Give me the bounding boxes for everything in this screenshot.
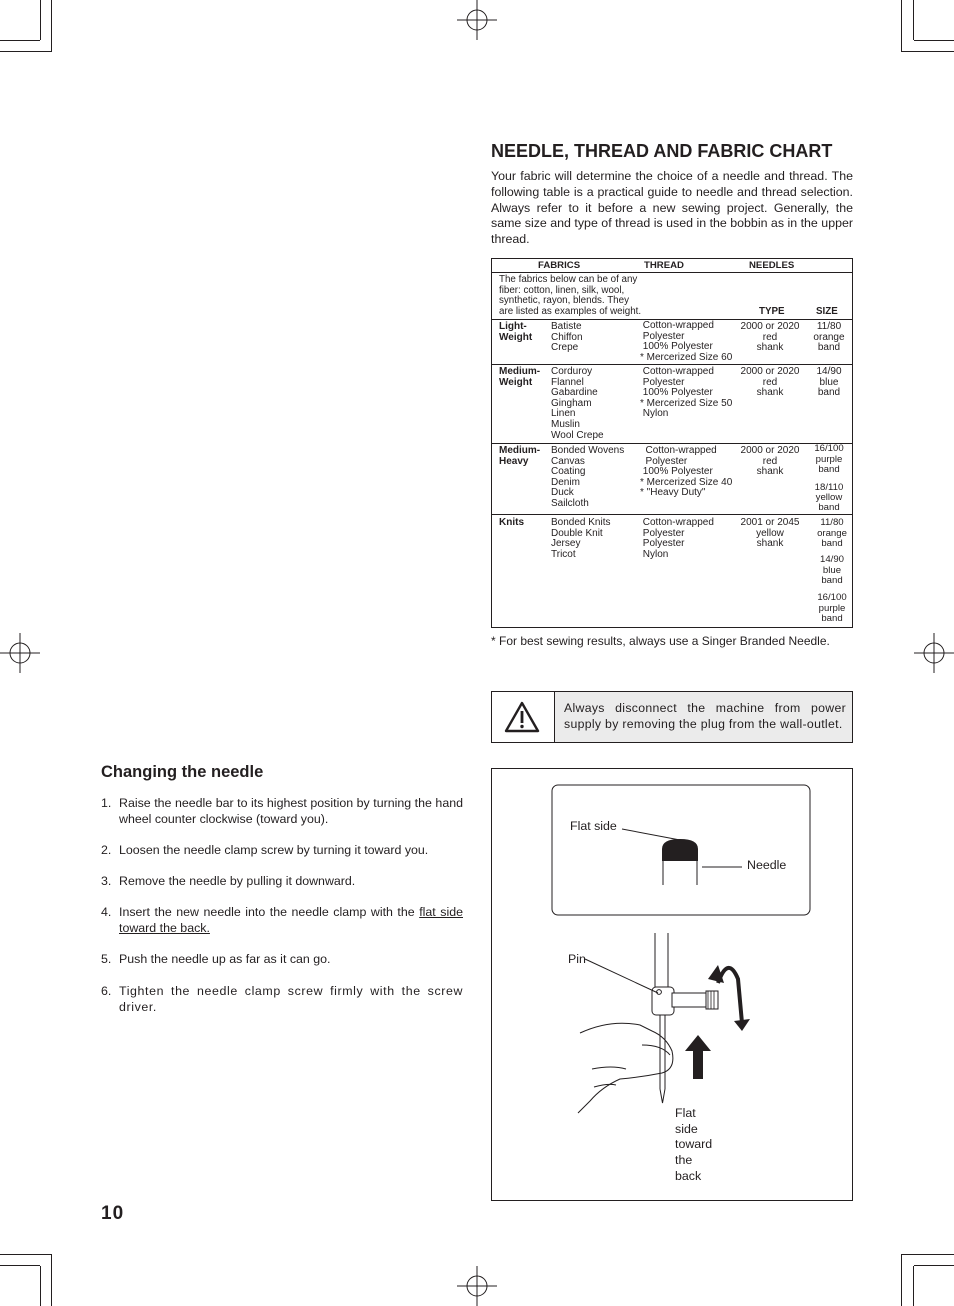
warning-text: Always disconnect the machine from power supply by removing the plug from the wall-outlet.	[564, 701, 846, 731]
row-needle-type: 2000 or 2020 red shank	[740, 321, 800, 354]
table-divider	[492, 272, 852, 273]
row-needle-size: 14/90 blue band	[819, 554, 844, 587]
table-divider	[492, 443, 852, 444]
crop-mark	[40, 0, 41, 40]
step-number: 3.	[101, 874, 112, 888]
page-number: 10	[101, 1203, 125, 1224]
step-text: Tighten the needle clamp screw firmly with the screw driver.	[119, 984, 463, 1014]
label-needle: Needle	[747, 858, 787, 872]
row-category: Knits	[499, 517, 524, 528]
crop-mark	[0, 40, 40, 41]
row-category: Medium- Heavy	[499, 445, 541, 467]
row-needle-type: 2000 or 2020 red shank	[740, 445, 800, 478]
row-thread: Cotton-wrapped Polyester 100% Polyester * Mercerized Size 50 Nylon	[640, 366, 733, 420]
table-note: The fabrics below can be of any fiber: cotton, linen, silk, wool, synthetic, rayon, blends. They are listed as examples of weight.	[499, 274, 642, 317]
crop-mark	[51, 1254, 52, 1306]
crop-mark	[40, 1266, 41, 1306]
subheader-type: TYPE	[759, 306, 785, 317]
table-divider	[492, 514, 852, 515]
row-thread: Cotton-wrapped Polyester Polyester Nylon	[642, 517, 714, 560]
registration-mark-icon	[914, 633, 954, 673]
crop-mark	[901, 1254, 902, 1306]
needle-illustration	[492, 769, 852, 1200]
row-needle-size: 16/100 purple band	[814, 443, 844, 476]
header-needles: NEEDLES	[749, 260, 795, 271]
label-flat-side-toward-back: Flat side toward the back	[675, 1106, 713, 1183]
header-thread: THREAD	[644, 260, 684, 271]
step-text: Push the needle up as far as it can go.	[119, 952, 331, 966]
header-fabrics: FABRICS	[538, 260, 581, 271]
crop-mark	[914, 1265, 954, 1266]
crop-mark	[0, 51, 52, 52]
row-needle-type: 2001 or 2045 yellow shank	[740, 517, 800, 550]
label-pin: Pin	[568, 952, 586, 966]
warning-triangle-icon	[504, 701, 540, 733]
step-number: 2.	[101, 843, 112, 857]
crop-mark	[51, 0, 52, 52]
row-needle-type: 2000 or 2020 red shank	[740, 366, 800, 399]
crop-mark	[913, 1266, 914, 1306]
step-text-part: Insert the new needle into the needle clamp with the	[119, 905, 420, 919]
subheader-size: SIZE	[816, 306, 838, 317]
warning-icon-cell	[492, 692, 555, 742]
row-needle-size: 14/90 blue band	[816, 366, 842, 399]
section-title: Changing the needle	[101, 763, 264, 781]
crop-mark	[901, 1254, 954, 1255]
page-title: NEEDLE, THREAD AND FABRIC CHART	[491, 141, 833, 161]
step-text-underlined: flat side toward the back.	[119, 905, 463, 935]
step-text: Raise the needle bar to its highest position by turning the hand wheel counter clockwise (toward you).	[119, 796, 463, 826]
registration-mark-icon	[457, 1266, 497, 1306]
step-number: 5.	[101, 952, 112, 966]
row-fabrics: Bonded Wovens Canvas Coating Denim Duck Sailcloth	[551, 445, 625, 509]
row-category: Light- Weight	[499, 321, 533, 343]
needle-figure	[491, 768, 853, 1201]
footnote: * For best sewing results, always use a Singer Branded Needle.	[491, 634, 830, 648]
step-text: Remove the needle by pulling it downward.	[119, 874, 356, 888]
step-number: 4.	[101, 905, 112, 919]
warning-box	[491, 691, 853, 743]
registration-mark-icon	[0, 633, 40, 673]
row-category: Medium- Weight	[499, 366, 541, 388]
row-needle-size: 18/110 yellow band	[814, 482, 844, 513]
registration-mark-icon	[457, 0, 497, 40]
crop-mark	[914, 40, 954, 41]
step-number: 6.	[101, 984, 112, 998]
crop-mark	[901, 51, 954, 52]
crop-mark	[913, 0, 914, 40]
row-thread: Cotton-wrapped Polyester 100% Polyester * Mercerized Size 40 * "Heavy Duty"	[640, 445, 733, 499]
intro-paragraph: Your fabric will determine the choice of a needle and thread. The following table is a practical guide to needle and thread selection. Always refer to it before a new sewing project. Generally, the same size and type of thread is used in the bobbin as in the upper thread.	[491, 169, 853, 247]
needle-thread-fabric-table	[491, 258, 853, 628]
row-fabrics: Corduroy Flannel Gabardine Gingham Linen Muslin Wool Crepe	[551, 366, 604, 441]
crop-mark	[901, 0, 902, 52]
crop-mark	[0, 1254, 52, 1255]
step-text: Loosen the needle clamp screw by turning it toward you.	[119, 843, 429, 857]
row-needle-size: 16/100 purple band	[817, 592, 847, 625]
step-number: 1.	[101, 796, 112, 810]
table-divider	[492, 364, 852, 365]
row-fabrics: Batiste Chiffon Crepe	[551, 321, 583, 354]
step-text	[119, 905, 463, 936]
row-needle-size: 11/80 orange band	[813, 321, 845, 354]
crop-mark	[0, 1265, 40, 1266]
row-needle-size: 11/80 orange band	[817, 517, 847, 550]
row-thread: Cotton-wrapped Polyester 100% Polyester * Mercerized Size 60	[640, 320, 733, 363]
row-fabrics: Bonded Knits Double Knit Jersey Tricot	[551, 517, 611, 560]
label-flat-side: Flat side	[570, 819, 617, 833]
